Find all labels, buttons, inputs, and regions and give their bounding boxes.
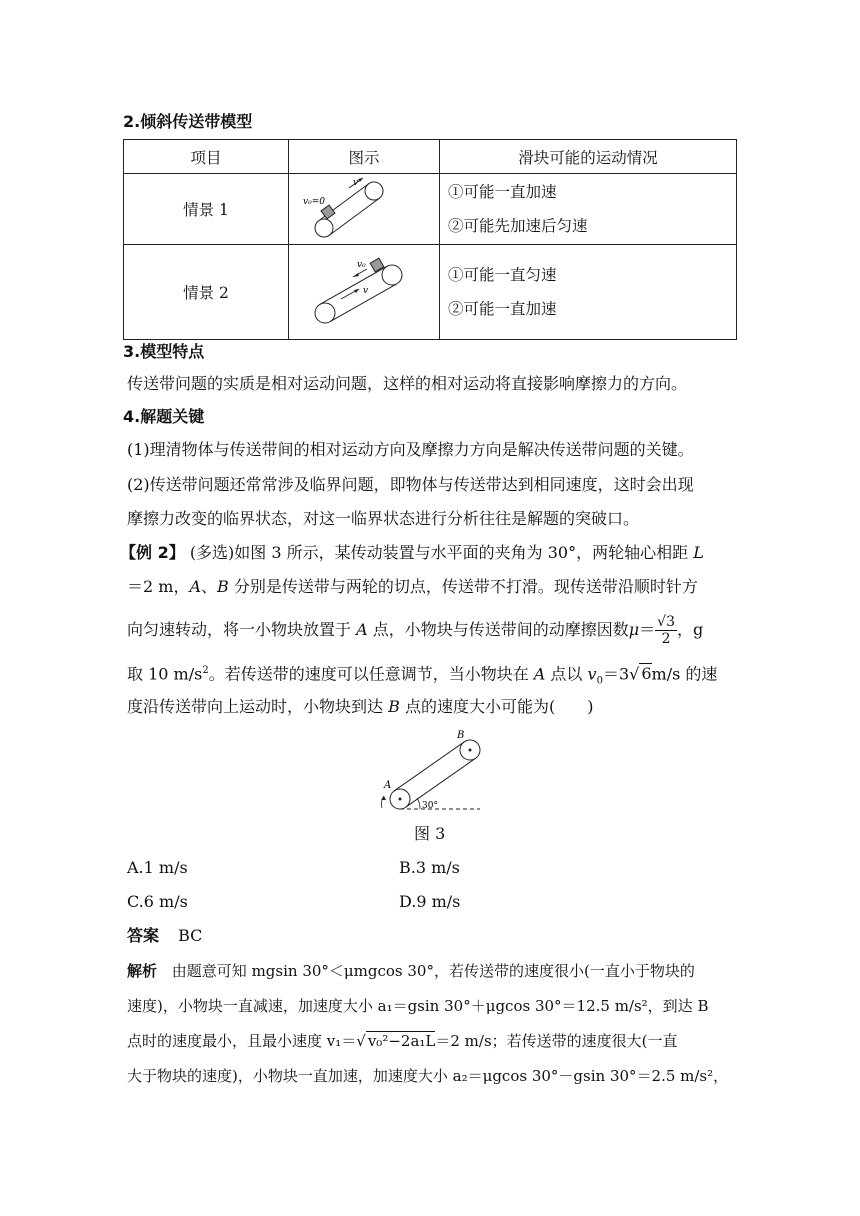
answer-value: BC	[178, 926, 203, 945]
fig2-v-label: v	[363, 286, 369, 296]
inclined-belt-diagram-1	[289, 174, 439, 240]
example-tag: 【例 2】	[120, 543, 185, 562]
scenario1-figure	[289, 174, 440, 245]
section3-text: 传送带问题的实质是相对运动问题，这样的相对运动将直接影响摩擦力的方向。	[127, 374, 688, 393]
fig1-v0-label: v₀=0	[303, 197, 325, 207]
section3-title: 3.模型特点	[123, 342, 205, 361]
scenario1-options	[440, 174, 737, 245]
analysis-label: 解析	[127, 962, 158, 980]
choice-d: D.9 m/s	[399, 892, 461, 911]
analysis-line3: 点时的速度最小，且最小速度 v₁＝√ v₀²−2a₁L＝2 m/s；若传送带的速度很大(一直	[127, 1032, 678, 1050]
scenario2-options	[440, 245, 737, 340]
inclined-belt-diagram-2	[289, 245, 439, 335]
figure3-diagram	[360, 728, 520, 814]
scenario2-option-1: ①可能一直匀速	[448, 266, 557, 284]
section2-title: 2.倾斜传送带模型	[123, 112, 253, 131]
answer-line	[127, 926, 202, 946]
belt-model-table	[123, 139, 737, 340]
section4-point1: (1)理清物体与传送带间的相对运动方向及摩擦力方向是解决传送带问题的关键。	[127, 440, 694, 459]
scenario2-figure	[289, 245, 440, 340]
analysis-line4: 大于物块的速度)，小物块一直加速，加速度大小 a₂＝μgcos 30°－gsin 30°＝2.5 m/s²，	[127, 1067, 729, 1085]
scenario1-label: 情景 1	[124, 174, 289, 245]
header-figure: 图示	[289, 140, 440, 174]
example-line5: 度沿传送带向上运动时，小物块到达 B 点的速度大小可能为( )	[127, 697, 594, 716]
example-line1: 【例 2】 (多选)如图 3 所示，某传动装置与水平面的夹角为 30°，两轮轴心相距 L	[120, 543, 704, 562]
analysis-line1: 解析 由题意可知 mgsin 30°＜μmgcos 30°，若传送带的速度很小(一直小于物块的	[127, 962, 695, 980]
fig3-label-b: B	[457, 730, 465, 741]
section4-point2-line1: (2)传送带问题还常常涉及临界问题，即物体与传送带达到相同速度，这时会出现	[127, 475, 694, 494]
analysis-line2: 速度)，小物块一直减速，加速度大小 a₁＝gsin 30°＋μgcos 30°＝12.5 m/s²，到达 B	[127, 997, 709, 1015]
section4-title: 4.解题关键	[123, 407, 205, 426]
mu-fraction: $\frac{√3}{2}$	[657, 614, 675, 647]
example-line2: ＝2 m，A、B 分别是传送带与两轮的切点，传送带不打滑。现传送带沿顺时针方	[127, 577, 698, 596]
scenario2-option-2: ②可能一直加速	[448, 300, 557, 318]
answer-label: 答案	[127, 926, 160, 945]
choice-b: B.3 m/s	[399, 858, 460, 877]
scenario1-option-2: ②可能先加速后匀速	[448, 217, 588, 235]
example-line4: 取 10 $m/s^2$。若传送带的速度可以任意调节，当小物块在 A 点以 $v_0=3√$ 6m/s 的速	[127, 664, 718, 687]
example-line3: 向匀速转动，将一小物块放置于 A 点，小物块与传送带间的动摩擦因数μ＝ $\frac{√3}{2}$ ，g	[127, 614, 704, 647]
scenario1-option-1: ①可能一直加速	[448, 183, 557, 201]
choice-c: C.6 m/s	[127, 892, 188, 911]
fig2-v0-label: v₀	[357, 260, 366, 270]
header-item: 项目	[124, 140, 289, 174]
header-motion: 滑块可能的运动情况	[440, 140, 737, 174]
fig3-angle-label: 30°	[422, 801, 438, 811]
fig1-v-label: v	[353, 178, 359, 188]
choice-a: A.1 m/s	[127, 858, 188, 877]
sqrt-expression: v₀²−2a₁L	[367, 1032, 436, 1050]
figure3-caption: 图 3	[414, 824, 446, 843]
scenario2-label: 情景 2	[124, 245, 289, 340]
fig3-label-a: A	[384, 780, 392, 791]
section4-point2-line2: 摩擦力改变的临界状态，对这一临界状态进行分析往往是解题的突破口。	[127, 509, 640, 528]
